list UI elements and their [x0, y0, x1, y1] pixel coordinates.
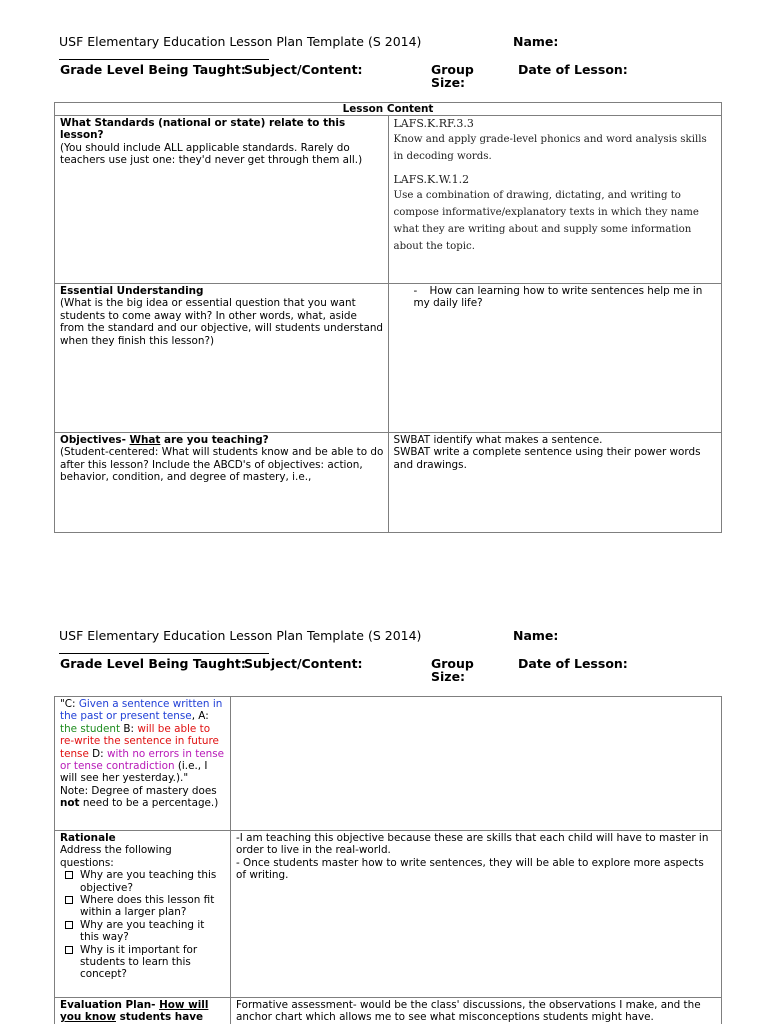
lesson-content-heading: Lesson Content — [55, 103, 722, 116]
rationale-question-list — [60, 869, 226, 981]
list-item: Where does this lesson fit within a larger plan? — [60, 894, 226, 919]
table-row-standards — [55, 116, 722, 284]
table-row-abcd-example — [55, 697, 722, 831]
table-row-essential-understanding — [55, 284, 722, 433]
standards-instructions: (You should include ALL applicable standards. Rarely do teachers use just one: they'd never get through them all.) — [60, 141, 363, 167]
mastery-note: Note: Degree of mastery does not need to be a percentage.) — [60, 784, 219, 810]
subject-content-label: Subject/Content: — [244, 62, 363, 77]
signature-line — [59, 59, 269, 60]
table-row-evaluation-plan — [55, 998, 722, 1024]
abcd-answer-cell — [231, 697, 722, 831]
list-item: Why is it important for students to learn this concept? — [60, 944, 226, 981]
standard-code-2: LAFS.K.W.1.2 — [393, 173, 470, 186]
standard-code-1: LAFS.K.RF.3.3 — [393, 117, 474, 130]
name-label: Name: — [513, 34, 559, 49]
objectives-instructions: (Student-centered: What will students know and be able to do after this lesson? Include the ABCD's of objectives: action, behavior, condition, and degree of mastery, i.e., — [60, 446, 384, 484]
objectives-label: Objectives- What are you teaching? — [60, 434, 269, 446]
essential-instructions: (What is the big idea or essential question that you want students to come away with? In other words, what, aside from the standard and our objective, will students understand when they finish this lesson?) — [60, 297, 384, 347]
evaluation-plan-label: Evaluation Plan- How will you know students have — [60, 999, 209, 1024]
list-item: Why are you teaching it this way? — [60, 919, 226, 944]
evaluation-answer: Formative assessment- would be the class' discussions, the observations I make, and the anchor chart which allows me to see what misconceptions students might have. — [236, 999, 701, 1024]
subject-content-label: Subject/Content: — [244, 656, 363, 671]
standard-text-1: Know and apply grade-level phonics and word analysis skills in decoding words. — [393, 134, 707, 162]
essential-answer-cell — [388, 284, 722, 433]
table-row-rationale — [55, 831, 722, 998]
checkbox-bullet-icon — [65, 946, 73, 954]
evaluation-answer-cell — [231, 998, 722, 1024]
lesson-content-table-continued — [54, 696, 722, 1024]
date-of-lesson-label: Date of Lesson: — [518, 62, 628, 77]
evaluation-question-cell — [55, 998, 231, 1024]
rationale-answer-1: -I am teaching this objective because these are skills that each child will have to master in order to live in the real-world. — [236, 832, 709, 857]
standard-text-2: Use a combination of drawing, dictating, and writing to compose informative/explanatory texts in which they name what they are writing about and supply some information about the topic. — [393, 190, 699, 252]
lesson-content-table — [54, 102, 722, 533]
checkbox-bullet-icon — [65, 871, 73, 879]
rationale-answer-2: - Once students master how to write sentences, they will be able to explore more aspects of writing. — [236, 856, 704, 882]
checkbox-bullet-icon — [65, 896, 73, 904]
grade-level-label: Grade Level Being Taught: — [60, 656, 246, 671]
rationale-question-cell — [55, 831, 231, 998]
checkbox-bullet-icon — [65, 921, 73, 929]
objectives-answer-cell — [388, 433, 722, 533]
list-item: Why are you teaching this objective? — [60, 869, 226, 894]
group-size-label: Group Size: — [431, 656, 474, 684]
document-title: USF Elementary Education Lesson Plan Template (S 2014) — [59, 34, 422, 49]
signature-line — [59, 653, 269, 654]
abcd-example-cell — [55, 697, 231, 831]
abcd-example: "C: Given a sentence written in the past or present tense, A: the student B: will be able to re-write the sentence in future tense D: with no errors in tense or tense contradiction (i.e., I will see her yesterday.)." — [60, 698, 225, 785]
standards-question: What Standards (national or state) relate to this lesson? — [60, 117, 346, 142]
rationale-instructions: Address the following questions: — [60, 844, 172, 869]
table-row-objectives — [55, 433, 722, 533]
standards-answer-cell — [388, 116, 722, 284]
objective-answer-2: SWBAT write a complete sentence using their power words and drawings. — [393, 446, 701, 471]
essential-question-cell — [55, 284, 389, 433]
grade-level-label: Grade Level Being Taught: — [60, 62, 246, 77]
lesson-plan-page-2 — [0, 596, 768, 1024]
essential-understanding-label: Essential Understanding — [60, 285, 204, 297]
document-title: USF Elementary Education Lesson Plan Template (S 2014) — [59, 628, 422, 643]
essential-answer: - How can learning how to write sentences help me in my daily life? — [413, 285, 703, 310]
objective-answer-1: SWBAT identify what makes a sentence. — [393, 434, 603, 446]
date-of-lesson-label: Date of Lesson: — [518, 656, 628, 671]
objectives-question-cell — [55, 433, 389, 533]
standards-question-cell — [55, 116, 389, 284]
rationale-label: Rationale — [60, 832, 116, 844]
name-label: Name: — [513, 628, 559, 643]
group-size-label: Group Size: — [431, 62, 474, 90]
rationale-answer-cell — [231, 831, 722, 998]
